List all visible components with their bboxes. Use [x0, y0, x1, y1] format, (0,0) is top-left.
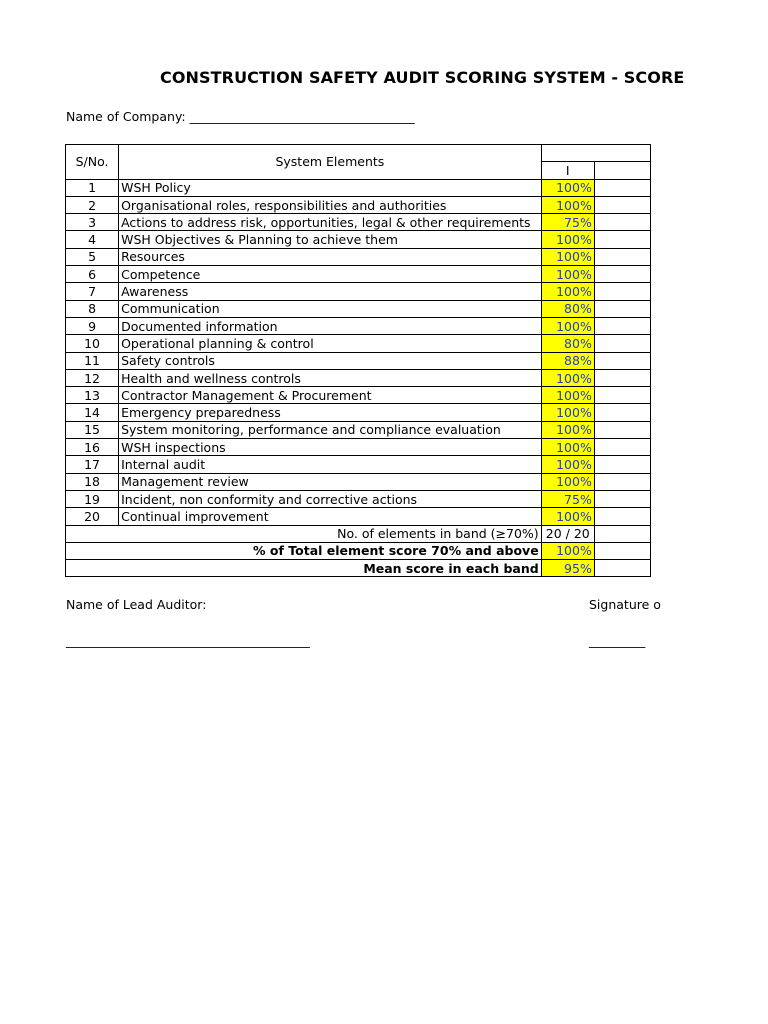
row-extra-cell	[594, 179, 650, 196]
row-score: 100%	[541, 421, 594, 438]
summary-mean-row	[66, 560, 651, 577]
row-sno: 9	[66, 317, 119, 334]
row-element-name: Continual improvement	[119, 508, 542, 525]
row-sno: 14	[66, 404, 119, 421]
row-score: 88%	[541, 352, 594, 369]
row-sno: 10	[66, 335, 119, 352]
row-score: 80%	[541, 300, 594, 317]
row-score: 100%	[541, 283, 594, 300]
table-row	[66, 490, 651, 507]
row-score: 100%	[541, 248, 594, 265]
row-score: 75%	[541, 490, 594, 507]
row-sno: 16	[66, 439, 119, 456]
table-row	[66, 231, 651, 248]
row-sno: 13	[66, 387, 119, 404]
row-element-name: Internal audit	[119, 456, 542, 473]
table-row	[66, 214, 651, 231]
table-row	[66, 369, 651, 386]
row-score: 75%	[541, 214, 594, 231]
row-sno: 11	[66, 352, 119, 369]
row-element-name: WSH inspections	[119, 439, 542, 456]
row-score: 100%	[541, 473, 594, 490]
table-row	[66, 283, 651, 300]
signature-label: Signature o	[589, 597, 661, 612]
table-row	[66, 352, 651, 369]
row-element-name: Competence	[119, 266, 542, 283]
summary-percent-row-label: % of Total element score 70% and above	[66, 542, 542, 559]
table-row	[66, 473, 651, 490]
row-sno: 7	[66, 283, 119, 300]
row-extra-cell	[594, 439, 650, 456]
row-extra-cell	[594, 421, 650, 438]
table-row	[66, 300, 651, 317]
table-row	[66, 439, 651, 456]
row-score: 100%	[541, 196, 594, 213]
summary-percent-row-value: 100%	[541, 542, 594, 559]
row-score: 100%	[541, 369, 594, 386]
row-sno: 2	[66, 196, 119, 213]
row-element-name: Communication	[119, 300, 542, 317]
row-sno: 17	[66, 456, 119, 473]
table-row	[66, 508, 651, 525]
row-element-name: Operational planning & control	[119, 335, 542, 352]
row-element-name: Awareness	[119, 283, 542, 300]
row-extra-cell	[594, 473, 650, 490]
lead-auditor-line: _______________________________________	[66, 633, 310, 648]
row-element-name: Organisational roles, responsibilities and authorities	[119, 196, 542, 213]
header-sno: S/No.	[66, 145, 119, 180]
row-sno: 5	[66, 248, 119, 265]
row-element-name: Contractor Management & Procurement	[119, 387, 542, 404]
row-element-name: Management review	[119, 473, 542, 490]
signature-line: _________	[589, 633, 646, 648]
summary-count-row-extra-cell	[594, 525, 650, 542]
table-row	[66, 248, 651, 265]
row-score: 100%	[541, 508, 594, 525]
row-score: 100%	[541, 266, 594, 283]
summary-count-row-value: 20 / 20	[541, 525, 594, 542]
row-element-name: Health and wellness controls	[119, 369, 542, 386]
row-element-name: Resources	[119, 248, 542, 265]
row-extra-cell	[594, 283, 650, 300]
row-sno: 8	[66, 300, 119, 317]
company-name-field: Name of Company: ____________________________________	[66, 109, 415, 124]
header-extra-cell	[594, 162, 650, 179]
row-extra-cell	[594, 196, 650, 213]
row-extra-cell	[594, 508, 650, 525]
row-extra-cell	[594, 456, 650, 473]
row-sno: 1	[66, 179, 119, 196]
row-extra-cell	[594, 490, 650, 507]
row-extra-cell	[594, 317, 650, 334]
table-row	[66, 335, 651, 352]
row-extra-cell	[594, 214, 650, 231]
summary-count-row	[66, 525, 651, 542]
summary-percent-row-extra-cell	[594, 542, 650, 559]
lead-auditor-label: Name of Lead Auditor:	[66, 597, 207, 612]
row-score: 100%	[541, 456, 594, 473]
table-row	[66, 179, 651, 196]
row-element-name: Safety controls	[119, 352, 542, 369]
row-score: 100%	[541, 439, 594, 456]
row-score: 80%	[541, 335, 594, 352]
row-sno: 6	[66, 266, 119, 283]
row-extra-cell	[594, 369, 650, 386]
audit-score-table	[65, 144, 651, 577]
row-extra-cell	[594, 266, 650, 283]
table-row	[66, 421, 651, 438]
row-element-name: Documented information	[119, 317, 542, 334]
row-element-name: Actions to address risk, opportunities, legal & other requirements	[119, 214, 542, 231]
row-extra-cell	[594, 248, 650, 265]
header-system-elements: System Elements	[119, 145, 542, 180]
summary-mean-row-label: Mean score in each band	[66, 560, 542, 577]
row-score: 100%	[541, 387, 594, 404]
summary-mean-row-value: 95%	[541, 560, 594, 577]
summary-count-row-label: No. of elements in band (≥70%)	[66, 525, 542, 542]
row-element-name: System monitoring, performance and compliance evaluation	[119, 421, 542, 438]
header-band-group	[541, 145, 650, 162]
row-extra-cell	[594, 300, 650, 317]
table-row	[66, 196, 651, 213]
page-title: CONSTRUCTION SAFETY AUDIT SCORING SYSTEM - SCORE	[160, 68, 685, 87]
row-sno: 19	[66, 490, 119, 507]
row-score: 100%	[541, 404, 594, 421]
row-extra-cell	[594, 352, 650, 369]
row-extra-cell	[594, 404, 650, 421]
summary-percent-row	[66, 542, 651, 559]
header-band-i: I	[541, 162, 594, 179]
table-row	[66, 387, 651, 404]
table-row	[66, 266, 651, 283]
row-element-name: Incident, non conformity and corrective actions	[119, 490, 542, 507]
row-score: 100%	[541, 317, 594, 334]
row-element-name: WSH Policy	[119, 179, 542, 196]
summary-mean-row-extra-cell	[594, 560, 650, 577]
table-row	[66, 456, 651, 473]
table-row	[66, 404, 651, 421]
row-extra-cell	[594, 387, 650, 404]
row-score: 100%	[541, 231, 594, 248]
row-sno: 4	[66, 231, 119, 248]
row-score: 100%	[541, 179, 594, 196]
row-sno: 18	[66, 473, 119, 490]
row-sno: 12	[66, 369, 119, 386]
row-extra-cell	[594, 335, 650, 352]
row-sno: 3	[66, 214, 119, 231]
table-header-row	[66, 145, 651, 162]
row-extra-cell	[594, 231, 650, 248]
row-element-name: Emergency preparedness	[119, 404, 542, 421]
row-sno: 20	[66, 508, 119, 525]
row-element-name: WSH Objectives & Planning to achieve them	[119, 231, 542, 248]
row-sno: 15	[66, 421, 119, 438]
table-row	[66, 317, 651, 334]
